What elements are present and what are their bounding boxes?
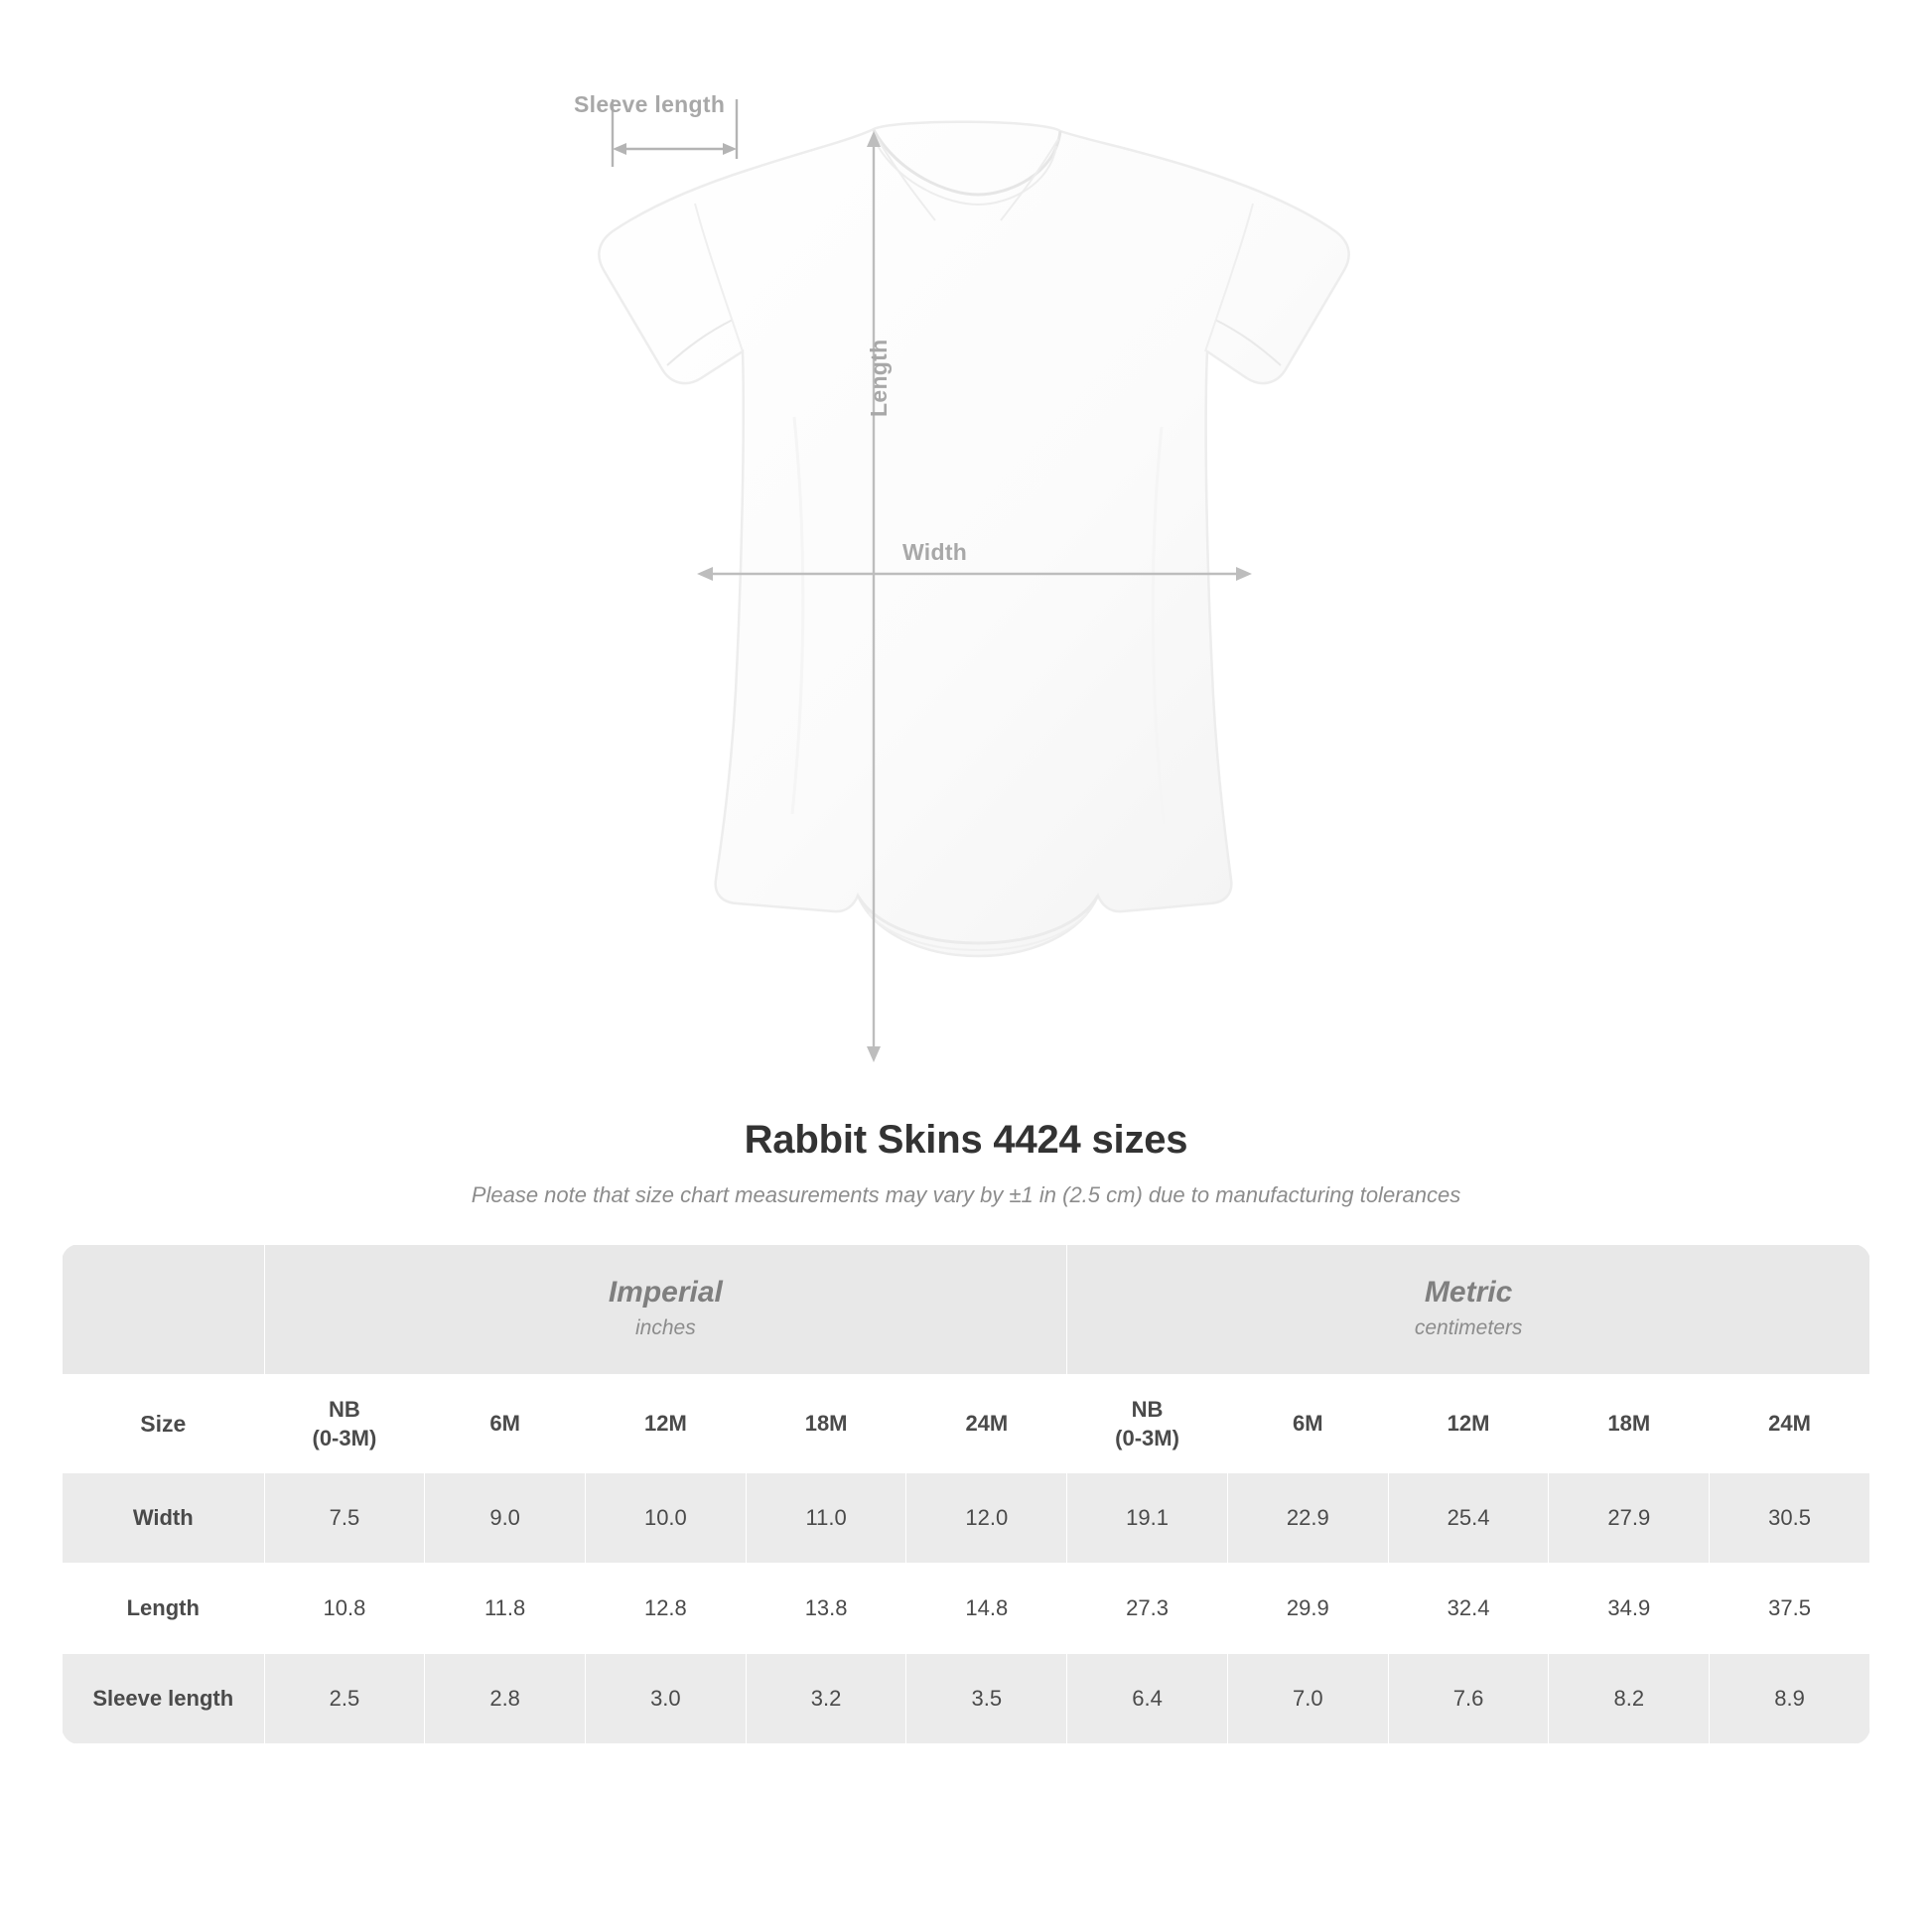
column-header-12m-imperial: 12M — [586, 1375, 747, 1473]
cell-length-nb-imperial: 10.8 — [264, 1564, 425, 1654]
cell-sleeve-18m-imperial: 3.2 — [746, 1654, 906, 1744]
cell-sleeve-24m-imperial: 3.5 — [906, 1654, 1067, 1744]
cell-sleeve-12m-imperial: 3.0 — [586, 1654, 747, 1744]
cell-sleeve-12m-metric: 7.6 — [1388, 1654, 1549, 1744]
cell-length-12m-imperial: 12.8 — [586, 1564, 747, 1654]
column-header-sub: (0-3M) — [1115, 1425, 1179, 1450]
cell-sleeve-6m-imperial: 2.8 — [425, 1654, 586, 1744]
cell-width-18m-imperial: 11.0 — [746, 1473, 906, 1564]
column-header-24m-imperial: 24M — [906, 1375, 1067, 1473]
column-header-sub: (0-3M) — [312, 1425, 377, 1450]
cell-length-nb-metric: 27.3 — [1067, 1564, 1228, 1654]
cell-length-6m-metric: 29.9 — [1227, 1564, 1388, 1654]
column-header-6m-metric: 6M — [1227, 1375, 1388, 1473]
size-label-cell: Size — [63, 1375, 265, 1473]
imperial-unit-name: Imperial — [608, 1276, 723, 1310]
size-table — [62, 1244, 1870, 1744]
cell-sleeve-18m-metric: 8.2 — [1549, 1654, 1710, 1744]
cell-length-12m-metric: 32.4 — [1388, 1564, 1549, 1654]
cell-sleeve-nb-metric: 6.4 — [1067, 1654, 1228, 1744]
cell-length-18m-metric: 34.9 — [1549, 1564, 1710, 1654]
column-header-nb-metric — [1067, 1375, 1228, 1473]
tolerance-note: Please note that size chart measurements may vary by ±1 in (2.5 cm) due to manufacturing tolerances — [471, 1182, 1461, 1207]
cell-length-24m-metric: 37.5 — [1710, 1564, 1870, 1654]
metric-unit-name: Metric — [1424, 1276, 1513, 1310]
row-label-sleeve-length: Sleeve length — [63, 1654, 265, 1744]
length-dimension-label: Length — [866, 339, 892, 417]
cell-length-18m-imperial: 13.8 — [746, 1564, 906, 1654]
cell-width-18m-metric: 27.9 — [1549, 1473, 1710, 1564]
cell-width-nb-imperial: 7.5 — [264, 1473, 425, 1564]
imperial-header-cell — [264, 1245, 1067, 1375]
cell-width-nb-metric: 19.1 — [1067, 1473, 1228, 1564]
size-header-row — [63, 1375, 1870, 1473]
table-row — [63, 1654, 1870, 1744]
column-header-main: NB — [1131, 1396, 1164, 1422]
cell-width-12m-imperial: 10.0 — [586, 1473, 747, 1564]
sleeve-length-dimension-label: Sleeve length — [574, 91, 726, 117]
table-row — [63, 1564, 1870, 1654]
width-dimension-label: Width — [902, 539, 968, 565]
table-row — [63, 1473, 1870, 1564]
page-title: Rabbit Skins 4424 sizes — [744, 1118, 1188, 1162]
unit-header-row — [63, 1245, 1870, 1375]
metric-header-cell — [1067, 1245, 1870, 1375]
table-corner-cell — [63, 1245, 265, 1375]
column-header-18m-metric: 18M — [1549, 1375, 1710, 1473]
cell-length-24m-imperial: 14.8 — [906, 1564, 1067, 1654]
cell-width-6m-imperial: 9.0 — [425, 1473, 586, 1564]
column-header-12m-metric: 12M — [1388, 1375, 1549, 1473]
cell-width-6m-metric: 22.9 — [1227, 1473, 1388, 1564]
imperial-unit-sub: inches — [635, 1315, 696, 1339]
cell-sleeve-24m-metric: 8.9 — [1710, 1654, 1870, 1744]
column-header-nb-imperial — [264, 1375, 425, 1473]
metric-unit-sub: centimeters — [1414, 1315, 1523, 1339]
cell-length-6m-imperial: 11.8 — [425, 1564, 586, 1654]
cell-width-24m-metric: 30.5 — [1710, 1473, 1870, 1564]
cell-sleeve-6m-metric: 7.0 — [1227, 1654, 1388, 1744]
size-table-wrapper — [62, 1244, 1870, 1744]
cell-width-12m-metric: 25.4 — [1388, 1473, 1549, 1564]
column-header-main: NB — [329, 1396, 360, 1422]
title-block — [0, 1118, 1932, 1208]
row-label-width: Width — [63, 1473, 265, 1564]
cell-width-24m-imperial: 12.0 — [906, 1473, 1067, 1564]
column-header-24m-metric: 24M — [1710, 1375, 1870, 1473]
column-header-6m-imperial: 6M — [425, 1375, 586, 1473]
cell-sleeve-nb-imperial: 2.5 — [264, 1654, 425, 1744]
column-header-18m-imperial: 18M — [746, 1375, 906, 1473]
row-label-length: Length — [63, 1564, 265, 1654]
